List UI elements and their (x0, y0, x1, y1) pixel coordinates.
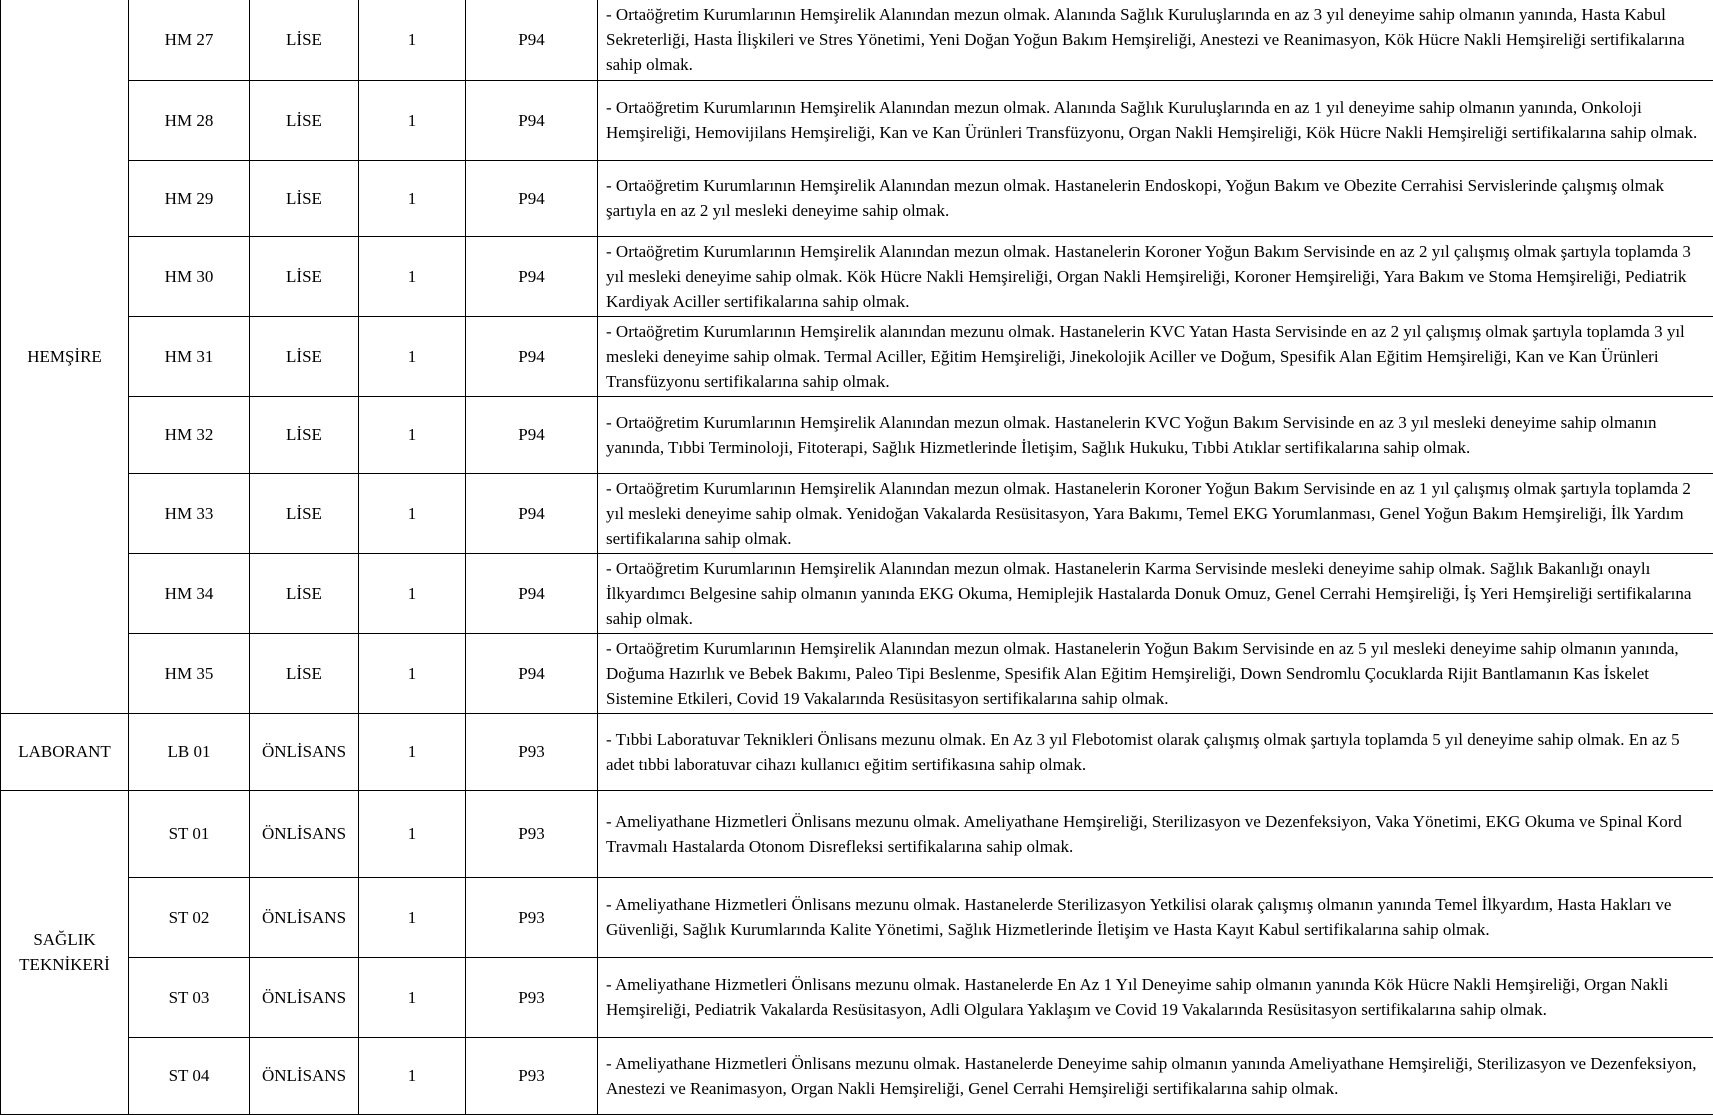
position-code: ST 01 (129, 790, 250, 877)
education-level: LİSE (250, 0, 359, 80)
requirement-text: - Ortaöğretim Kurumlarının Hemşirelik Alanından mezun olmak. Alanında Sağlık Kuruluşlarında en az 1 yıl deneyime sahip olmanın yanında, Onkoloji Hemşireliği, Hemovijilans Hemşireliği, Kan ve Kan Ürünleri Transfüzyonu, Organ Nakli Hemşireliği, Kök Hücre Nakli Hemşireliği sertifikalarına sahip olmak. (598, 80, 1713, 160)
position-code: HM 31 (129, 316, 250, 396)
table-row (1, 160, 1713, 236)
score-type: P94 (466, 633, 598, 713)
table-row (1, 80, 1713, 160)
requirement-text: - Ortaöğretim Kurumlarının Hemşirelik Alanından mezun olmak. Hastanelerin Koroner Yoğun Bakım Servisinde en az 1 yıl çalışmış olmak şartıyla toplamda 2 yıl mesleki deneyime sahip olmak. Yenidoğan Vakalarda Resüsitasyon, Yara Bakımı, Temel EKG Yorumlanması, Genel Yoğun Bakım Hemşireliği, İlk Yardım sertifikalarına sahip olmak. (598, 473, 1713, 553)
position-count: 1 (359, 633, 466, 713)
score-type: P94 (466, 396, 598, 473)
position-count: 1 (359, 877, 466, 957)
table-row (1, 633, 1713, 713)
education-level: ÖNLİSANS (250, 877, 359, 957)
score-type: P94 (466, 553, 598, 633)
position-code: ST 04 (129, 1037, 250, 1114)
requirement-text: - Ortaöğretim Kurumlarının Hemşirelik Alanından mezun olmak. Hastanelerin Endoskopi, Yoğun Bakım ve Obezite Cerrahisi Servislerinde çalışmış olmak şartıyla en az 2 yıl mesleki deneyime sahip olmak. (598, 160, 1713, 236)
position-code: HM 35 (129, 633, 250, 713)
requirement-text: - Tıbbi Laboratuvar Teknikleri Önlisans mezunu olmak. En Az 3 yıl Flebotomist olarak çalışmış olmak şartıyla toplamda 5 yıl deneyime sahip olmak. En az 5 adet tıbbi laboratuvar cihazı kullanıcı eğitim sertifikasına sahip olmak. (598, 713, 1713, 790)
position-count: 1 (359, 160, 466, 236)
score-type: P94 (466, 0, 598, 80)
position-count: 1 (359, 790, 466, 877)
score-type: P93 (466, 713, 598, 790)
table-row (1, 790, 1713, 877)
group-name: LABORANT (1, 713, 129, 790)
position-count: 1 (359, 80, 466, 160)
education-level: LİSE (250, 633, 359, 713)
score-type: P93 (466, 1037, 598, 1114)
requirement-text: - Ameliyathane Hizmetleri Önlisans mezunu olmak. Hastanelerde Deneyime sahip olmanın yanında Ameliyathane Hemşireliği, Sterilizasyon ve Dezenfeksiyon, Anestezi ve Reanimasyon, Organ Nakli Hemşireliği, Genel Cerrahi Hemşireliği sertifikalarına sahip olmak. (598, 1037, 1713, 1114)
position-code: HM 34 (129, 553, 250, 633)
requirement-text: - Ortaöğretim Kurumlarının Hemşirelik Alanından mezun olmak. Hastanelerin Koroner Yoğun Bakım Servisinde en az 2 yıl çalışmış olmak şartıyla toplamda 3 yıl mesleki deneyime sahip olmak. Kök Hücre Nakli Hemşireliği, Organ Nakli Hemşireliği, Koroner Hemşireliği, Yara Bakım ve Stoma Hemşireliği, Pediatrik Kardiyak Aciller sertifikalarına sahip olmak. (598, 236, 1713, 316)
table-row (1, 473, 1713, 553)
position-code: ST 03 (129, 957, 250, 1037)
position-code: HM 33 (129, 473, 250, 553)
position-code: ST 02 (129, 877, 250, 957)
education-level: LİSE (250, 316, 359, 396)
table-row (1, 1037, 1713, 1114)
education-level: ÖNLİSANS (250, 713, 359, 790)
requirement-text: - Ortaöğretim Kurumlarının Hemşirelik Alanından mezun olmak. Hastanelerin Yoğun Bakım Servisinde en az 5 yıl mesleki deneyime sahip olmanın yanında, Doğuma Hazırlık ve Bebek Bakımı, Paleo Tipi Beslenme, Spesifik Alan Eğitim Hemşireliği, Down Sendromlu Çocuklarda Rijit Bantlamanın Kas İskelet Sistemine Etkileri, Covid 19 Vakalarında Resüsitasyon sertifikalarına sahip olmak. (598, 633, 1713, 713)
score-type: P93 (466, 877, 598, 957)
score-type: P93 (466, 790, 598, 877)
table-row (1, 316, 1713, 396)
education-level: LİSE (250, 236, 359, 316)
requirement-text: - Ortaöğretim Kurumlarının Hemşirelik Alanından mezun olmak. Hastanelerin KVC Yoğun Bakım Servisinde en az 3 yıl mesleki deneyime sahip olmanın yanında, Tıbbi Terminoloji, Fitoterapi, Sağlık Hizmetlerinde İletişim, Sağlık Hukuku, Tıbbi Atıklar sertifikalarına sahip olmak. (598, 396, 1713, 473)
score-type: P94 (466, 316, 598, 396)
table-row (1, 236, 1713, 316)
position-count: 1 (359, 713, 466, 790)
requirement-text: - Ameliyathane Hizmetleri Önlisans mezunu olmak. Hastanelerde Sterilizasyon Yetkilisi olarak çalışmış olmanın yanında Temel İlkyardım, Hasta Hakları ve Güvenliği, Sağlık Kurumlarında Kalite Yönetimi, Sağlık Hizmetlerinde İletişim ve Hasta Kayıt Kabul sertifikalarına sahip olmak. (598, 877, 1713, 957)
education-level: LİSE (250, 80, 359, 160)
education-level: LİSE (250, 396, 359, 473)
position-code: HM 30 (129, 236, 250, 316)
position-code: HM 32 (129, 396, 250, 473)
score-type: P94 (466, 473, 598, 553)
position-count: 1 (359, 957, 466, 1037)
position-code: HM 28 (129, 80, 250, 160)
requirement-text: - Ameliyathane Hizmetleri Önlisans mezunu olmak. Ameliyathane Hemşireliği, Sterilizasyon ve Dezenfeksiyon, Vaka Yönetimi, EKG Okuma ve Spinal Kord Travmalı Hastalarda Otonom Disrefleksi sertifikalarına sahip olmak. (598, 790, 1713, 877)
table-row (1, 957, 1713, 1037)
position-count: 1 (359, 553, 466, 633)
table-row (1, 0, 1713, 80)
education-level: ÖNLİSANS (250, 957, 359, 1037)
education-level: LİSE (250, 553, 359, 633)
position-count: 1 (359, 396, 466, 473)
education-level: ÖNLİSANS (250, 1037, 359, 1114)
score-type: P94 (466, 236, 598, 316)
education-level: LİSE (250, 160, 359, 236)
score-type: P93 (466, 957, 598, 1037)
group-name: SAĞLIK TEKNİKERİ (1, 790, 129, 1114)
position-count: 1 (359, 236, 466, 316)
requirement-text: - Ortaöğretim Kurumlarının Hemşirelik Alanından mezun olmak. Hastanelerin Karma Servisinde mesleki deneyime sahip olmak. Sağlık Bakanlığı onaylı İlkyardımcı Belgesine sahip olmanın yanında EKG Okuma, Hemiplejik Hastalarda Donuk Omuz, Genel Cerrahi Hemşireliği, İş Yeri Hemşireliği sertifikalarına sahip olmak. (598, 553, 1713, 633)
score-type: P94 (466, 80, 598, 160)
position-count: 1 (359, 1037, 466, 1114)
position-count: 1 (359, 0, 466, 80)
position-code: HM 29 (129, 160, 250, 236)
position-code: LB 01 (129, 713, 250, 790)
score-type: P94 (466, 160, 598, 236)
table-row (1, 396, 1713, 473)
position-count: 1 (359, 316, 466, 396)
table-row (1, 553, 1713, 633)
group-name: HEMŞİRE (1, 0, 129, 713)
requirement-text: - Ortaöğretim Kurumlarının Hemşirelik alanından mezunu olmak. Hastanelerin KVC Yatan Hasta Servisinde en az 2 yıl çalışmış olmak şartıyla toplamda 3 yıl mesleki deneyime sahip olmak. Termal Aciller, Eğitim Hemşireliği, Jinekolojik Aciller ve Doğum, Spesifik Alan Eğitim Hemşireliği, Kan ve Kan Ürünleri Transfüzyonu sertifikalarına sahip olmak. (598, 316, 1713, 396)
requirement-text: - Ameliyathane Hizmetleri Önlisans mezunu olmak. Hastanelerde En Az 1 Yıl Deneyime sahip olmanın yanında Kök Hücre Nakli Hemşireliği, Organ Nakli Hemşireliği, Pediatrik Vakalarda Resüsitasyon, Adli Olgulara Yaklaşım ve Covid 19 Vakalarında Resüsitasyon sertifikalarına sahip olmak. (598, 957, 1713, 1037)
table-row (1, 877, 1713, 957)
education-level: ÖNLİSANS (250, 790, 359, 877)
table-row (1, 713, 1713, 790)
position-count: 1 (359, 473, 466, 553)
requirement-text: - Ortaöğretim Kurumlarının Hemşirelik Alanından mezun olmak. Alanında Sağlık Kuruluşlarında en az 3 yıl deneyime sahip olmanın yanında, Hasta Kabul Sekreterliği, Hasta İlişkileri ve Stres Yönetimi, Yeni Doğan Yoğun Bakım Hemşireliği, Anestezi ve Reanimasyon, Kök Hücre Nakli Hemşireliği sertifikalarına sahip olmak. (598, 0, 1713, 80)
position-code: HM 27 (129, 0, 250, 80)
education-level: LİSE (250, 473, 359, 553)
